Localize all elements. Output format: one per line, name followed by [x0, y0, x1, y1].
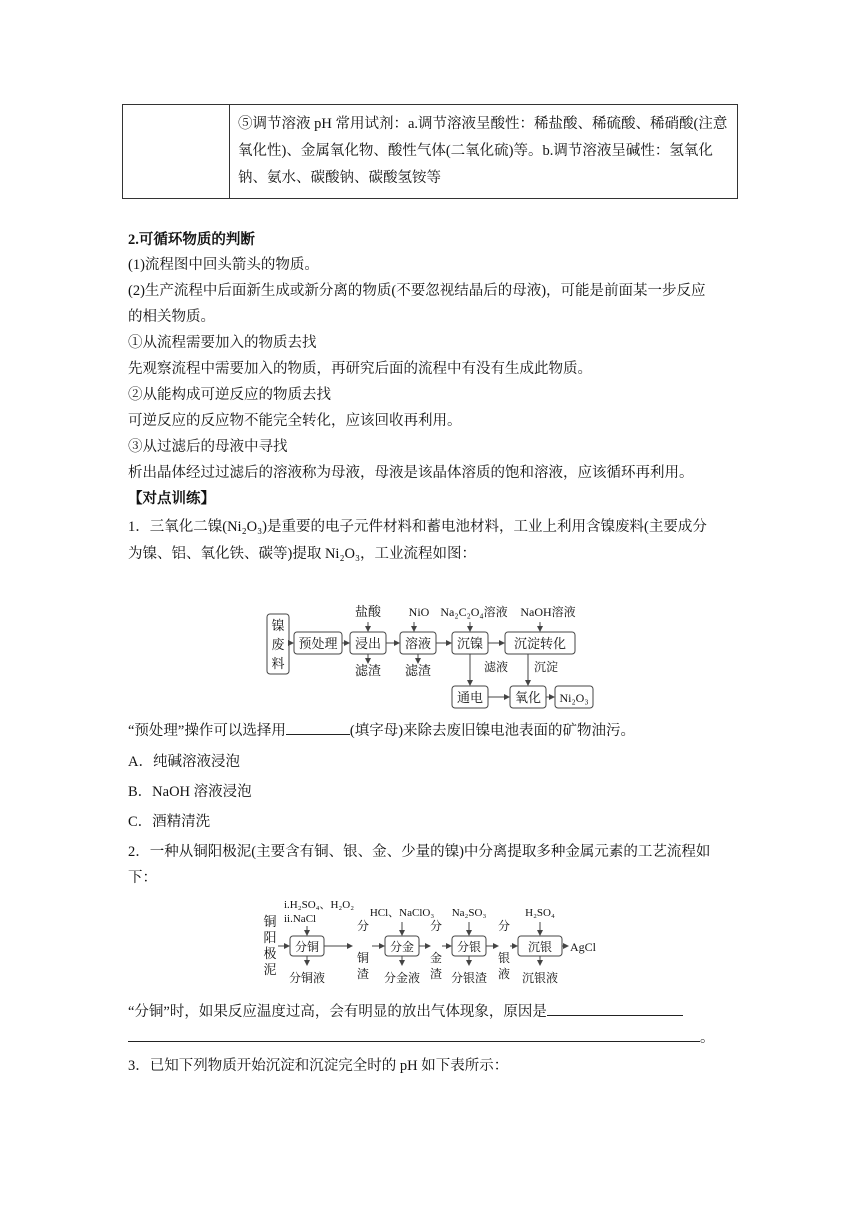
q1-line1: 1．三氧化二镍(Ni₂O₃)是重要的电子元件材料和蓄电池材料，工业上利用含镍废料(主要成分 [128, 519, 707, 535]
q2-mid-char: 铜 [356, 951, 370, 965]
q2-stem [128, 1001, 683, 1022]
q1-stem-a: “预处理”操作可以选择用 [128, 723, 286, 739]
practice-heading: 【对点训练】 [128, 491, 215, 507]
q1-input-label: NiO [408, 605, 430, 619]
q1-start-char: 料 [271, 656, 285, 671]
q1-flow-diagram [262, 570, 602, 710]
q2-product: AgCl [570, 940, 597, 954]
q1-line2: 为镍、铝、氧化铁、碳等)提取 Ni₂O₃，工业流程如图： [128, 546, 477, 562]
q2-mid-char: 液 [497, 967, 511, 981]
q2-stem-text: “分铜”时，如果反应温度过高，会有明显的放出气体现象，原因是 [128, 1004, 547, 1020]
q1-start-char: 废 [271, 637, 285, 652]
q2-flow-diagram [262, 896, 602, 988]
q2-line1: 2．一种从铜阳极泥(主要含有铜、银、金、少量的镍)中分离提取多种金属元素的工艺流程如 [128, 844, 711, 860]
q1-stem [128, 720, 635, 741]
text-line: ②从能构成可逆反应的物质去找 [128, 387, 331, 403]
q2-reagent1: ii.NaCl [284, 913, 317, 925]
q2-answer-line2 [128, 1027, 715, 1048]
text-line: (2)生产流程中后面新生成或新分离的物质(不要忽视结晶后的母液)，可能是前面某一步反应 [128, 283, 706, 299]
q1-box-label: 溶液 [404, 636, 432, 651]
q2-mid-char: 分 [429, 919, 443, 933]
q1-output-label: 滤渣 [404, 663, 432, 678]
q2-mid-char: 渣 [356, 967, 370, 981]
q2-output-label: 沉银液 [521, 971, 559, 985]
text-line: 的相关物质。 [128, 309, 215, 325]
text-line: ①从流程需要加入的物质去找 [128, 335, 317, 351]
q1-output-label: 沉淀 [534, 660, 559, 674]
q2-line2: 下： [128, 870, 157, 886]
q2-output-label: 分金液 [383, 971, 421, 985]
q2-output-label: 分铜液 [288, 971, 326, 985]
q1-box-label: 沉淀转化 [513, 636, 567, 651]
q2-mid-char: 分 [497, 919, 511, 933]
q2-reagent: HCl、NaClO₃ [369, 907, 435, 919]
section-heading: 2.可循环物质的判断 [128, 232, 255, 248]
text-line: 析出晶体经过过滤后的溶液称为母液，母液是该晶体溶质的饱和溶液，应该循环再利用。 [128, 465, 694, 481]
q2-box-label: 分金 [389, 940, 415, 954]
q1-box-label: 预处理 [298, 636, 338, 651]
q2-start-char: 极 [263, 946, 277, 961]
reagent-table [122, 104, 738, 199]
q1-input-label: Na₂C₂O₄溶液 [440, 605, 508, 619]
text-line: (1)流程图中回头箭头的物质。 [128, 257, 319, 273]
q1-box-label: 沉镍 [456, 636, 484, 651]
q1-output-label: 滤液 [484, 660, 509, 674]
text-line: 可逆反应的反应物不能完全转化，应该回收再利用。 [128, 413, 462, 429]
q2-reagent: H₂SO₄ [525, 907, 555, 919]
q2-start-char: 阳 [263, 930, 277, 945]
q2-mid-char: 分 [356, 919, 370, 933]
q2-box-label: 分银 [456, 940, 482, 954]
q1-stem-b: (填字母)来除去废旧镍电池表面的矿物油污。 [349, 723, 636, 739]
q2-output-label: 分银渣 [450, 971, 488, 985]
q1-bottom-box-label: Ni₂O₃ [559, 691, 589, 705]
q2-start-char: 铜 [263, 914, 277, 929]
table-cell-ph-reagents: ⑤调节溶液 pH 常用试剂：a.调节溶液呈酸性：稀盐酸、稀硫酸、稀硝酸(注意氧化性)、金属氧化物、酸性气体(二氧化硫)等。b.调节溶液呈碱性：氢氧化钠、氨水、碳酸钠、碳酸氢铵等 [230, 105, 738, 199]
q1-bottom-box-label: 通电 [456, 690, 484, 705]
q2-reagent1: i.H₂SO₄、H₂O₂ [284, 899, 355, 911]
q1-option-b: B．NaOH 溶液浸泡 [128, 784, 252, 800]
q1-option-a: A．纯碱溶液浸泡 [128, 754, 240, 770]
q1-input-label: NaOH溶液 [520, 605, 576, 619]
table-empty-cell [123, 105, 230, 199]
q1-option-c: C．酒精清洗 [128, 814, 211, 830]
q1-output-label: 滤渣 [354, 663, 382, 678]
q1-input-label: 盐酸 [354, 604, 382, 619]
q2-mid-char: 银 [497, 951, 511, 965]
q1-bottom-box-label: 氧化 [514, 690, 542, 705]
q1-box-label: 浸出 [354, 636, 382, 651]
q1-start-char: 镍 [271, 618, 285, 633]
q2-answer-blank-2[interactable] [128, 1027, 700, 1042]
q2-reagent: Na₂SO₃ [451, 907, 487, 919]
q2-box-label: 分铜 [294, 940, 320, 954]
q2-end-mark: 。 [700, 1030, 715, 1046]
q2-mid-char: 渣 [429, 967, 443, 981]
q2-mid-char: 金 [429, 951, 443, 965]
text-line: ③从过滤后的母液中寻找 [128, 439, 288, 455]
q2-box-label: 沉银 [527, 940, 553, 954]
q1-answer-blank[interactable] [286, 720, 350, 735]
q3-line: 3．已知下列物质开始沉淀和沉淀完全时的 pH 如下表所示： [128, 1058, 509, 1074]
q2-answer-blank-1[interactable] [547, 1001, 683, 1016]
q2-start-char: 泥 [263, 962, 277, 977]
text-line: 先观察流程中需要加入的物质，再研究后面的流程中有没有生成此物质。 [128, 361, 592, 377]
